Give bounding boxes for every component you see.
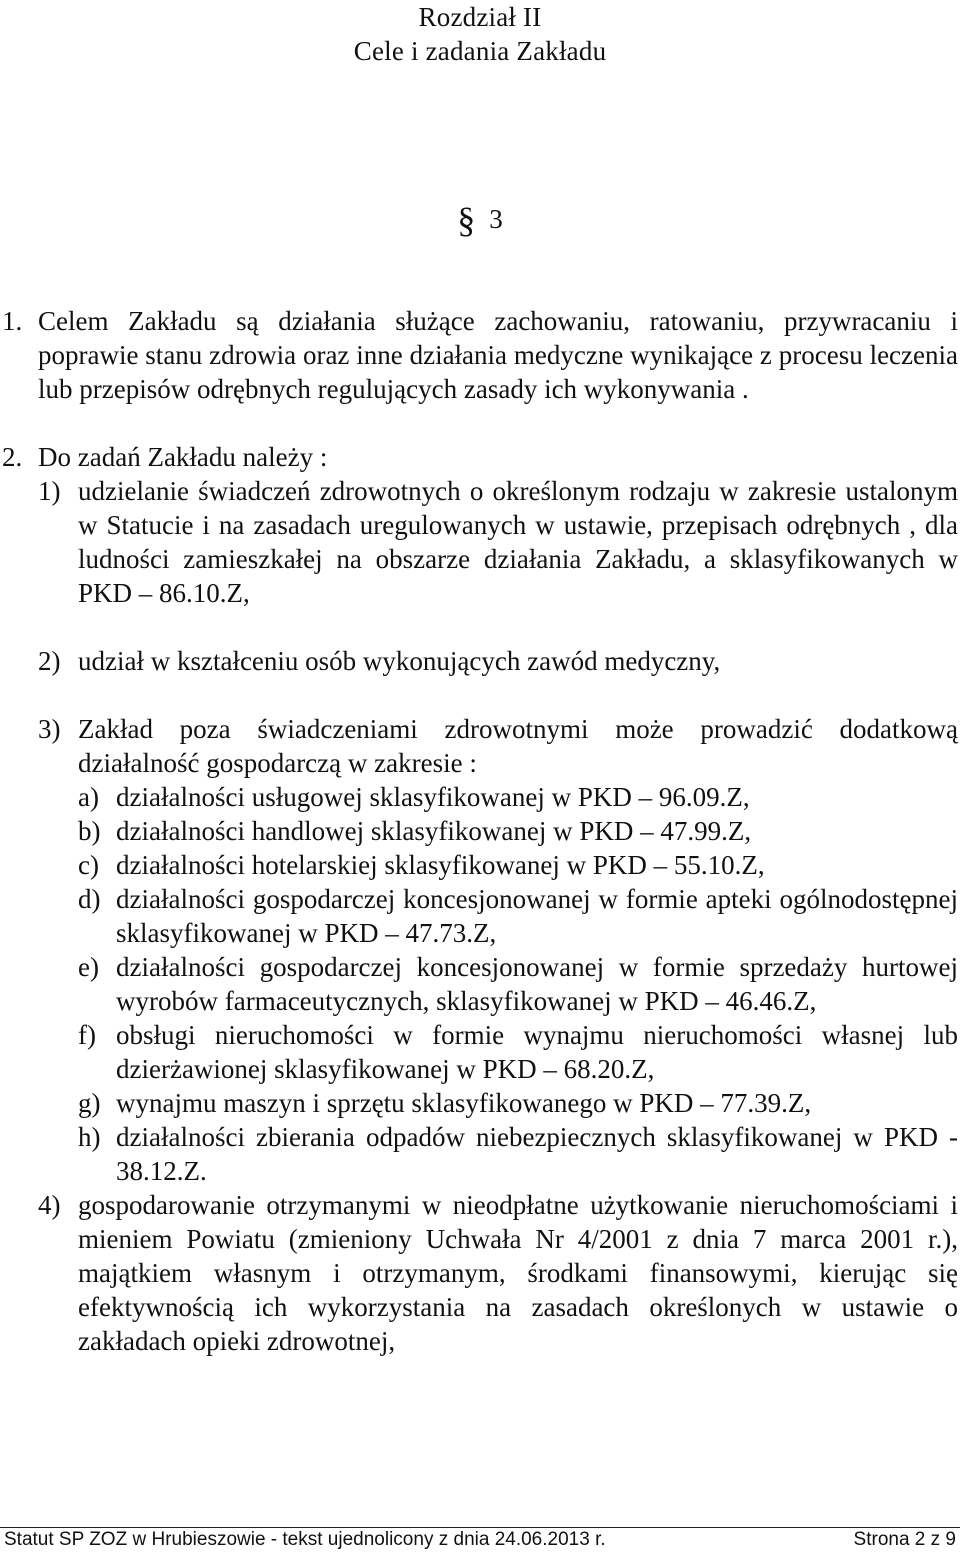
subitem-h <box>0 1120 960 1188</box>
point-number: 2. <box>2 442 23 472</box>
subitem-text: obsługi nieruchomości w formie wynajmu nieruchomości własnej lub dzierżawionej sklasyfikowanej w PKD – 68.20.Z, <box>116 1020 958 1084</box>
point-2 <box>0 440 960 474</box>
subitem-d <box>0 882 960 950</box>
subitem-c <box>0 848 960 882</box>
subitem-letter: e) <box>78 952 99 982</box>
subitem-text: wynajmu maszyn i sprzętu sklasyfikowanego w PKD – 77.39.Z, <box>116 1088 812 1118</box>
task-2 <box>0 644 960 678</box>
footer-page-number: Strona 2 z 9 <box>853 1529 956 1550</box>
chapter-number: Rozdział II <box>418 2 542 32</box>
section-symbol: § <box>457 200 476 240</box>
subitem-e <box>0 950 960 1018</box>
footer-document-title: Statut SP ZOZ w Hrubieszowie - tekst ujednolicony z dnia 24.06.2013 r. <box>4 1529 606 1550</box>
subitem-letter: f) <box>78 1020 96 1050</box>
point-1 <box>0 304 960 406</box>
task-1 <box>0 474 960 610</box>
task-text: udział w kształceniu osób wykonujących zawód medyczny, <box>78 646 721 676</box>
subitem-letter: h) <box>78 1122 101 1152</box>
subitem-letter: d) <box>78 884 101 914</box>
subitem-a <box>0 780 960 814</box>
subitem-text: działalności usługowej sklasyfikowanej w PKD – 96.09.Z, <box>116 782 750 812</box>
point-text: Do zadań Zakładu należy : <box>38 442 328 472</box>
chapter-header <box>0 0 960 68</box>
task-number: 4) <box>38 1190 61 1220</box>
page-footer <box>0 1527 960 1552</box>
point-number: 1. <box>2 306 23 336</box>
point-text: Celem Zakładu są działania służące zachowaniu, ratowaniu, przywracaniu i poprawie stanu zdrowia oraz inne działania medyczne wynikające z procesu leczenia lub przepisów odrębnych regulujących zasady ich wykonywania . <box>38 306 958 404</box>
subitem-g <box>0 1086 960 1120</box>
task-text: udzielanie świadczeń zdrowotnych o określonym rodzaju w zakresie ustalonym w Statucie i na zasadach uregulowanych w ustawie, przepisach odrębnych , dla ludności zamieszkałej na obszarze działania Zakładu, a sklasyfikowanych w PKD – 86.10.Z, <box>78 476 958 608</box>
subitem-text: działalności handlowej sklasyfikowanej w PKD – 47.99.Z, <box>116 816 752 846</box>
section-heading <box>0 200 960 240</box>
subitem-text: działalności zbierania odpadów niebezpiecznych sklasyfikowanej w PKD - 38.12.Z. <box>116 1122 958 1186</box>
subitem-letter: a) <box>78 782 99 812</box>
task-number: 1) <box>38 476 61 506</box>
chapter-title: Cele i zadania Zakładu <box>353 36 607 66</box>
subitem-text: działalności gospodarczej koncesjonowanej w formie sprzedaży hurtowej wyrobów farmaceutycznych, sklasyfikowanej w PKD – 46.46.Z, <box>116 952 958 1016</box>
subitem-letter: c) <box>78 850 99 880</box>
subitem-text: działalności gospodarczej koncesjonowanej w formie apteki ogólnodostępnej sklasyfikowanej w PKD – 47.73.Z, <box>116 884 958 948</box>
task-4 <box>0 1188 960 1358</box>
subitem-text: działalności hotelarskiej sklasyfikowanej w PKD – 55.10.Z, <box>116 850 765 880</box>
task-text: gospodarowanie otrzymanymi w nieodpłatne użytkowanie nieruchomościami i mieniem Powiatu (zmieniony Uchwała Nr 4/2001 z dnia 7 marca 2001 r.), majątkiem własnym i otrzymanym, środkami finansowymi, kierując się efektywnością ich wykorzystania na zasadach określonych w ustawie o zakładach opieki zdrowotnej, <box>78 1190 958 1356</box>
task-text: Zakład poza świadczeniami zdrowotnymi może prowadzić dodatkową działalność gospodarczą w zakresie : <box>78 714 958 778</box>
subitem-b <box>0 814 960 848</box>
subitem-letter: g) <box>78 1088 101 1118</box>
task-number: 3) <box>38 714 61 744</box>
subitem-letter: b) <box>78 816 101 846</box>
document-body <box>0 304 960 1358</box>
subitem-f <box>0 1018 960 1086</box>
task-number: 2) <box>38 646 61 676</box>
task-3 <box>0 712 960 780</box>
section-number: 3 <box>489 204 503 234</box>
